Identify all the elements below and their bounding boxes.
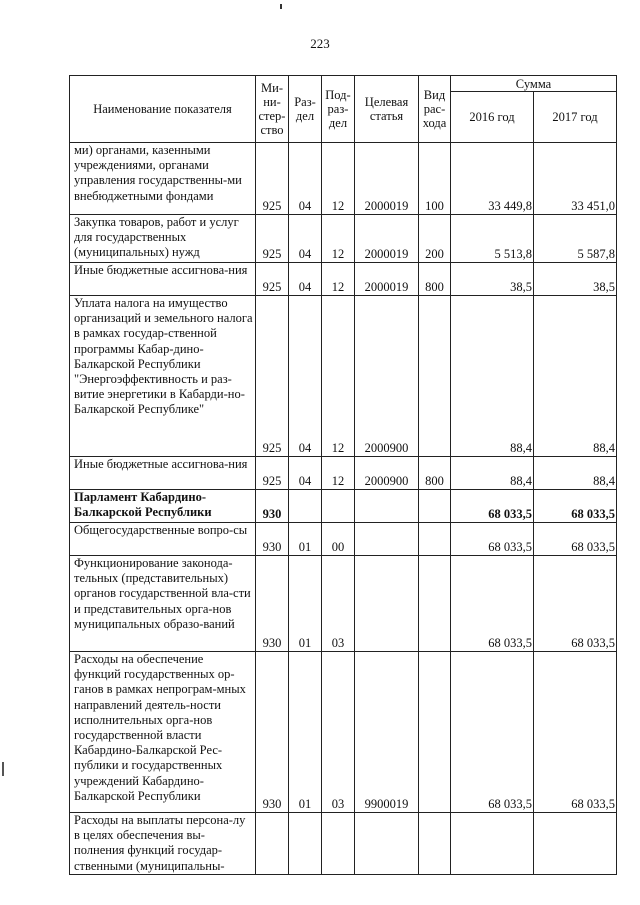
row-ministry: 930 bbox=[256, 490, 289, 523]
table-row bbox=[70, 296, 617, 457]
header-expense-type: Вид рас-хода bbox=[419, 76, 451, 143]
row-name: Парламент Кабардино-Балкарской Республики bbox=[70, 490, 256, 523]
row-sum-2016: 5 513,8 bbox=[451, 215, 534, 263]
row-sum-2017: 68 033,5 bbox=[534, 556, 617, 652]
row-sum-2017: 68 033,5 bbox=[534, 652, 617, 813]
row-target: 9900019 bbox=[355, 652, 419, 813]
row-expense-type bbox=[419, 490, 451, 523]
header-ministry: Ми-ни-стер-ство bbox=[256, 76, 289, 143]
row-section bbox=[289, 813, 322, 875]
row-name: Общегосударственные вопро-сы bbox=[70, 523, 256, 556]
table-row bbox=[70, 490, 617, 523]
scan-mark-left bbox=[2, 762, 4, 776]
row-section: 01 bbox=[289, 556, 322, 652]
row-subsection bbox=[322, 813, 355, 875]
scan-mark bbox=[280, 4, 282, 9]
row-name: Иные бюджетные ассигнова-ния bbox=[70, 457, 256, 490]
row-target bbox=[355, 556, 419, 652]
row-section: 01 bbox=[289, 523, 322, 556]
row-target bbox=[355, 523, 419, 556]
row-subsection: 12 bbox=[322, 457, 355, 490]
row-expense-type bbox=[419, 813, 451, 875]
header-subsection: Под-раз-дел bbox=[322, 76, 355, 143]
row-subsection: 03 bbox=[322, 556, 355, 652]
row-sum-2017: 68 033,5 bbox=[534, 490, 617, 523]
row-sum-2016: 88,4 bbox=[451, 457, 534, 490]
table-body bbox=[70, 143, 617, 875]
row-target: 2000900 bbox=[355, 457, 419, 490]
row-subsection: 03 bbox=[322, 652, 355, 813]
row-sum-2017: 38,5 bbox=[534, 263, 617, 296]
row-sum-2016: 33 449,8 bbox=[451, 143, 534, 215]
row-name: Расходы на выплаты персона-лу в целях обеспечения вы-полнения функций государ-ственными (муниципальны- bbox=[70, 813, 256, 875]
header-sum: Сумма bbox=[451, 76, 617, 92]
row-target: 2000900 bbox=[355, 296, 419, 457]
row-subsection: 12 bbox=[322, 215, 355, 263]
row-sum-2016: 88,4 bbox=[451, 296, 534, 457]
header-target: Целевая статья bbox=[355, 76, 419, 143]
row-ministry: 925 bbox=[256, 296, 289, 457]
row-section: 04 bbox=[289, 457, 322, 490]
row-sum-2017: 88,4 bbox=[534, 296, 617, 457]
row-target: 2000019 bbox=[355, 215, 419, 263]
row-subsection: 12 bbox=[322, 143, 355, 215]
row-section: 01 bbox=[289, 652, 322, 813]
row-target: 2000019 bbox=[355, 143, 419, 215]
row-name: Уплата налога на имущество организаций и земельного налога в рамках государ-ственной программы Кабар-дино-Балкарской Республики "Энергоэффективность и раз-витие энергетики в Кабарди-но-Балкарской Республике" bbox=[70, 296, 256, 457]
row-ministry: 925 bbox=[256, 263, 289, 296]
row-section: 04 bbox=[289, 215, 322, 263]
row-target bbox=[355, 490, 419, 523]
row-sum-2017: 5 587,8 bbox=[534, 215, 617, 263]
row-name: Иные бюджетные ассигнова-ния bbox=[70, 263, 256, 296]
table-row bbox=[70, 813, 617, 875]
row-ministry: 930 bbox=[256, 556, 289, 652]
row-sum-2017: 33 451,0 bbox=[534, 143, 617, 215]
row-sum-2017: 88,4 bbox=[534, 457, 617, 490]
row-ministry: 925 bbox=[256, 457, 289, 490]
row-expense-type: 200 bbox=[419, 215, 451, 263]
row-expense-type bbox=[419, 652, 451, 813]
row-section: 04 bbox=[289, 296, 322, 457]
row-ministry: 930 bbox=[256, 523, 289, 556]
table-row bbox=[70, 457, 617, 490]
header-name: Наименование показателя bbox=[70, 76, 256, 143]
row-ministry bbox=[256, 813, 289, 875]
row-subsection: 12 bbox=[322, 296, 355, 457]
row-sum-2017 bbox=[534, 813, 617, 875]
row-sum-2016: 68 033,5 bbox=[451, 652, 534, 813]
row-ministry: 925 bbox=[256, 143, 289, 215]
row-subsection: 12 bbox=[322, 263, 355, 296]
row-ministry: 925 bbox=[256, 215, 289, 263]
row-ministry: 930 bbox=[256, 652, 289, 813]
row-subsection: 00 bbox=[322, 523, 355, 556]
header-year-2017: 2017 год bbox=[534, 92, 617, 143]
table-row bbox=[70, 215, 617, 263]
row-subsection bbox=[322, 490, 355, 523]
row-name: Закупка товаров, работ и услуг для государственных (муниципальных) нужд bbox=[70, 215, 256, 263]
header-section: Раз-дел bbox=[289, 76, 322, 143]
header-year-2016: 2016 год bbox=[451, 92, 534, 143]
row-expense-type bbox=[419, 296, 451, 457]
row-expense-type bbox=[419, 523, 451, 556]
budget-table bbox=[69, 75, 617, 875]
table-row bbox=[70, 556, 617, 652]
row-sum-2016: 68 033,5 bbox=[451, 556, 534, 652]
row-sum-2016: 68 033,5 bbox=[451, 523, 534, 556]
row-expense-type: 800 bbox=[419, 457, 451, 490]
row-expense-type: 100 bbox=[419, 143, 451, 215]
table-row bbox=[70, 652, 617, 813]
row-sum-2016 bbox=[451, 813, 534, 875]
row-name: Функционирование законода-тельных (представительных) органов государственной вла-сти и представительных орга-нов муниципальных образо-ваний bbox=[70, 556, 256, 652]
row-section: 04 bbox=[289, 263, 322, 296]
table-row bbox=[70, 263, 617, 296]
row-section bbox=[289, 490, 322, 523]
row-sum-2016: 68 033,5 bbox=[451, 490, 534, 523]
page-number: 223 bbox=[310, 36, 330, 51]
row-name: ми) органами, казенными учреждениями, органами управления государственны-ми внебюджетными фондами bbox=[70, 143, 256, 215]
row-target: 2000019 bbox=[355, 263, 419, 296]
row-sum-2016: 38,5 bbox=[451, 263, 534, 296]
row-section: 04 bbox=[289, 143, 322, 215]
row-expense-type: 800 bbox=[419, 263, 451, 296]
table-row bbox=[70, 143, 617, 215]
row-expense-type bbox=[419, 556, 451, 652]
row-name: Расходы на обеспечение функций государственных ор-ганов в рамках непрограм-мных направлений деятель-ности исполнительных орга-нов государственной власти Кабардино-Балкарской Рес-публики и государственных учреждений Кабардино-Балкарской Республики bbox=[70, 652, 256, 813]
row-target bbox=[355, 813, 419, 875]
table-row bbox=[70, 523, 617, 556]
row-sum-2017: 68 033,5 bbox=[534, 523, 617, 556]
